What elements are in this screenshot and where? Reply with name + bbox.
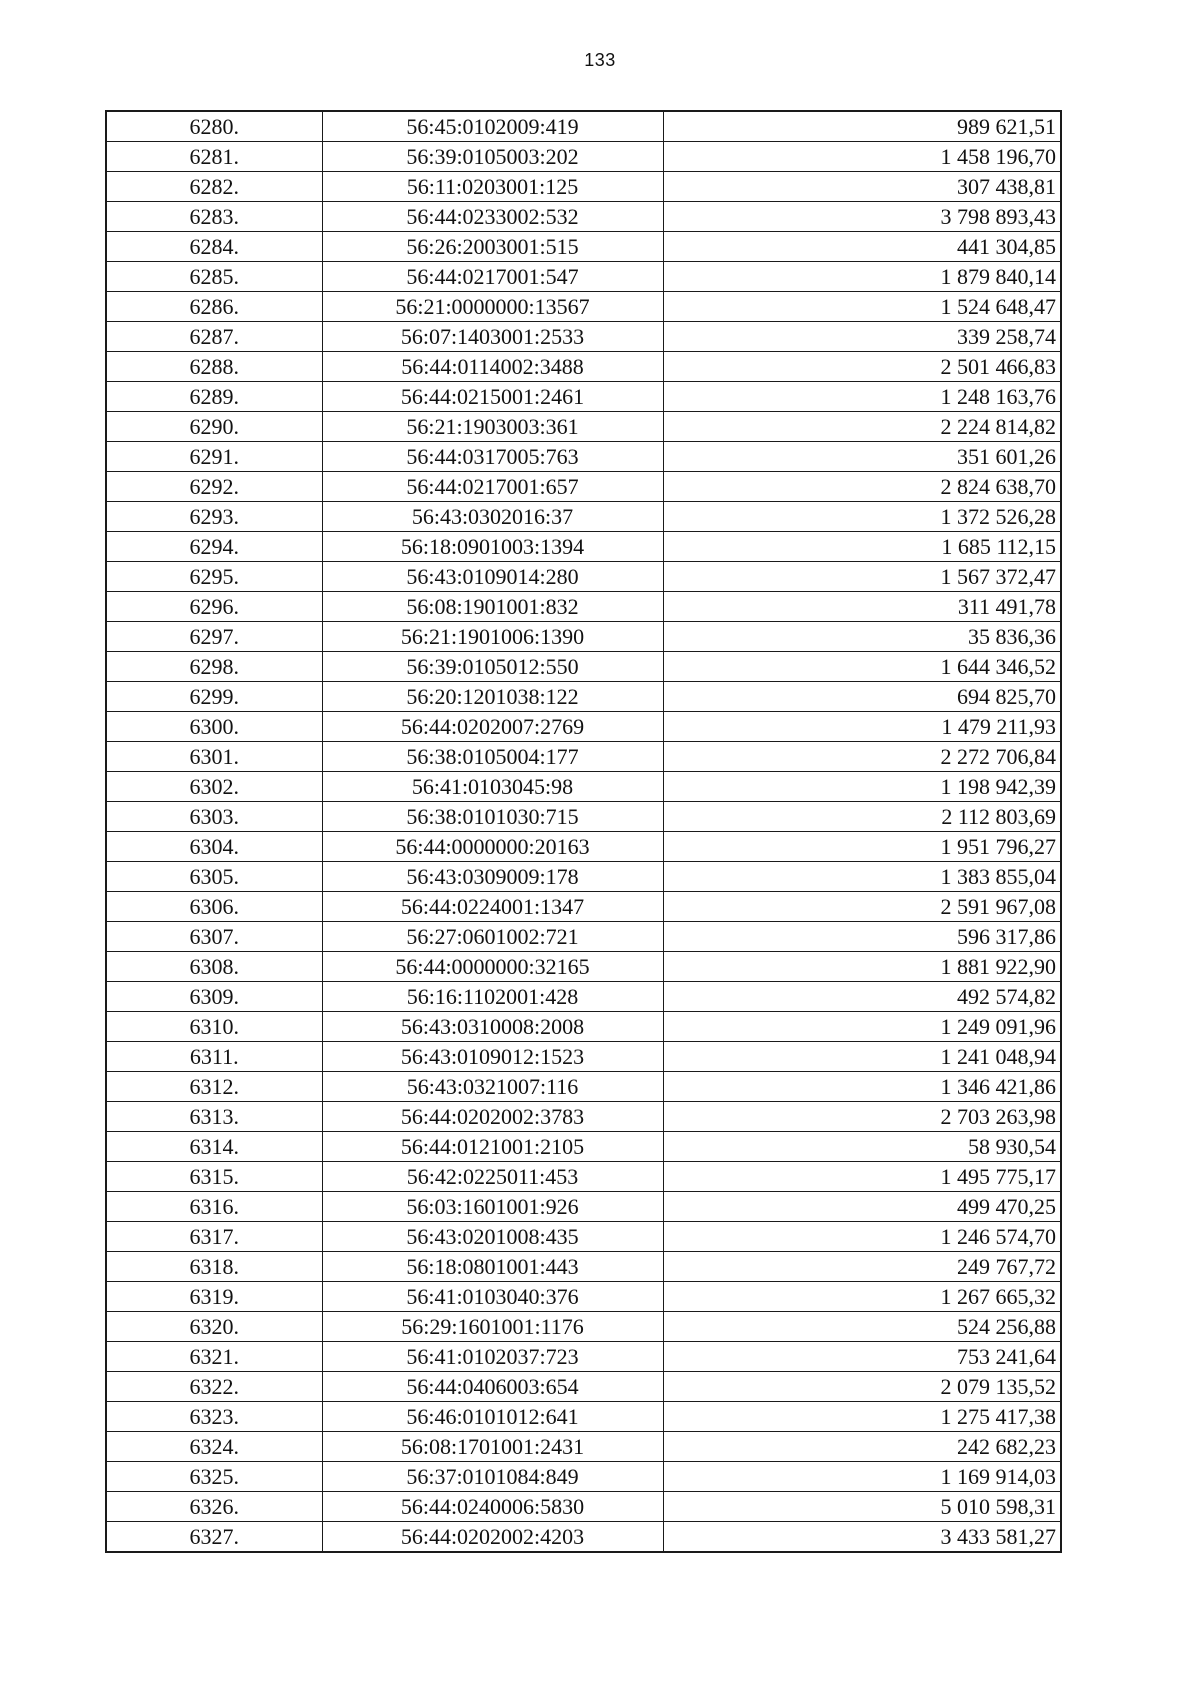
value-cell: 1 685 112,15 — [663, 532, 1061, 562]
table-row — [106, 442, 1061, 472]
value-cell: 694 825,70 — [663, 682, 1061, 712]
row-number-cell: 6280. — [106, 111, 322, 142]
cadastral-number-cell: 56:43:0310008:2008 — [322, 1012, 663, 1042]
cadastral-number-cell: 56:44:0317005:763 — [322, 442, 663, 472]
cadastral-number-cell: 56:44:0000000:20163 — [322, 832, 663, 862]
row-number-cell: 6293. — [106, 502, 322, 532]
table-row — [106, 1132, 1061, 1162]
row-number-cell: 6318. — [106, 1252, 322, 1282]
table-row — [106, 652, 1061, 682]
cadastral-number-cell: 56:43:0321007:116 — [322, 1072, 663, 1102]
value-cell: 1 951 796,27 — [663, 832, 1061, 862]
table-row — [106, 532, 1061, 562]
value-cell: 1 248 163,76 — [663, 382, 1061, 412]
cadastral-number-cell: 56:44:0202002:4203 — [322, 1522, 663, 1553]
cadastral-number-cell: 56:21:1901006:1390 — [322, 622, 663, 652]
row-number-cell: 6300. — [106, 712, 322, 742]
row-number-cell: 6321. — [106, 1342, 322, 1372]
cadastral-number-cell: 56:41:0103045:98 — [322, 772, 663, 802]
value-cell: 311 491,78 — [663, 592, 1061, 622]
row-number-cell: 6320. — [106, 1312, 322, 1342]
table-row — [106, 1372, 1061, 1402]
row-number-cell: 6306. — [106, 892, 322, 922]
row-number-cell: 6322. — [106, 1372, 322, 1402]
row-number-cell: 6312. — [106, 1072, 322, 1102]
value-cell: 1 879 840,14 — [663, 262, 1061, 292]
value-cell: 1 567 372,47 — [663, 562, 1061, 592]
value-cell: 58 930,54 — [663, 1132, 1061, 1162]
row-number-cell: 6290. — [106, 412, 322, 442]
row-number-cell: 6323. — [106, 1402, 322, 1432]
table-row — [106, 1102, 1061, 1132]
cadastral-number-cell: 56:44:0240006:5830 — [322, 1492, 663, 1522]
row-number-cell: 6288. — [106, 352, 322, 382]
cadastral-number-cell: 56:44:0202007:2769 — [322, 712, 663, 742]
value-cell: 1 524 648,47 — [663, 292, 1061, 322]
cadastral-number-cell: 56:44:0215001:2461 — [322, 382, 663, 412]
cadastral-number-cell: 56:44:0114002:3488 — [322, 352, 663, 382]
table-row — [106, 922, 1061, 952]
cadastral-number-cell: 56:43:0109012:1523 — [322, 1042, 663, 1072]
value-cell: 1 249 091,96 — [663, 1012, 1061, 1042]
table-row — [106, 622, 1061, 652]
cadastral-number-cell: 56:08:1701001:2431 — [322, 1432, 663, 1462]
cadastral-number-cell: 56:44:0217001:657 — [322, 472, 663, 502]
table-row — [106, 802, 1061, 832]
cadastral-number-cell: 56:21:0000000:13567 — [322, 292, 663, 322]
page-number: 133 — [584, 50, 616, 70]
row-number-cell: 6303. — [106, 802, 322, 832]
row-number-cell: 6314. — [106, 1132, 322, 1162]
cadastral-number-cell: 56:11:0203001:125 — [322, 172, 663, 202]
table-row — [106, 472, 1061, 502]
row-number-cell: 6324. — [106, 1432, 322, 1462]
value-cell: 2 079 135,52 — [663, 1372, 1061, 1402]
row-number-cell: 6305. — [106, 862, 322, 892]
cadastral-number-cell: 56:44:0224001:1347 — [322, 892, 663, 922]
cadastral-number-cell: 56:27:0601002:721 — [322, 922, 663, 952]
row-number-cell: 6292. — [106, 472, 322, 502]
row-number-cell: 6309. — [106, 982, 322, 1012]
registry-table-body — [106, 111, 1061, 1552]
row-number-cell: 6304. — [106, 832, 322, 862]
value-cell: 1 246 574,70 — [663, 1222, 1061, 1252]
table-row — [106, 562, 1061, 592]
value-cell: 1 346 421,86 — [663, 1072, 1061, 1102]
cadastral-number-cell: 56:44:0406003:654 — [322, 1372, 663, 1402]
value-cell: 1 383 855,04 — [663, 862, 1061, 892]
row-number-cell: 6289. — [106, 382, 322, 412]
table-row — [106, 1492, 1061, 1522]
cadastral-number-cell: 56:21:1903003:361 — [322, 412, 663, 442]
row-number-cell: 6287. — [106, 322, 322, 352]
row-number-cell: 6308. — [106, 952, 322, 982]
value-cell: 1 881 922,90 — [663, 952, 1061, 982]
cadastral-number-cell: 56:46:0101012:641 — [322, 1402, 663, 1432]
value-cell: 441 304,85 — [663, 232, 1061, 262]
row-number-cell: 6326. — [106, 1492, 322, 1522]
table-row — [106, 1402, 1061, 1432]
cadastral-number-cell: 56:44:0121001:2105 — [322, 1132, 663, 1162]
cadastral-number-cell: 56:18:0801001:443 — [322, 1252, 663, 1282]
row-number-cell: 6325. — [106, 1462, 322, 1492]
table-row — [106, 352, 1061, 382]
cadastral-number-cell: 56:41:0103040:376 — [322, 1282, 663, 1312]
table-row — [106, 1462, 1061, 1492]
cadastral-number-cell: 56:38:0101030:715 — [322, 802, 663, 832]
table-row — [106, 1522, 1061, 1553]
row-number-cell: 6319. — [106, 1282, 322, 1312]
value-cell: 989 621,51 — [663, 111, 1061, 142]
value-cell: 1 458 196,70 — [663, 142, 1061, 172]
row-number-cell: 6282. — [106, 172, 322, 202]
cadastral-number-cell: 56:07:1403001:2533 — [322, 322, 663, 352]
table-row — [106, 322, 1061, 352]
table-row — [106, 592, 1061, 622]
cadastral-number-cell: 56:43:0309009:178 — [322, 862, 663, 892]
row-number-cell: 6294. — [106, 532, 322, 562]
cadastral-number-cell: 56:20:1201038:122 — [322, 682, 663, 712]
value-cell: 307 438,81 — [663, 172, 1061, 202]
cadastral-number-cell: 56:44:0000000:32165 — [322, 952, 663, 982]
value-cell: 1 479 211,93 — [663, 712, 1061, 742]
table-row — [106, 832, 1061, 862]
value-cell: 1 644 346,52 — [663, 652, 1061, 682]
row-number-cell: 6286. — [106, 292, 322, 322]
cadastral-number-cell: 56:29:1601001:1176 — [322, 1312, 663, 1342]
row-number-cell: 6298. — [106, 652, 322, 682]
table-row — [106, 1192, 1061, 1222]
cadastral-number-cell: 56:43:0302016:37 — [322, 502, 663, 532]
table-row — [106, 262, 1061, 292]
value-cell: 2 591 967,08 — [663, 892, 1061, 922]
cadastral-number-cell: 56:39:0105003:202 — [322, 142, 663, 172]
cadastral-number-cell: 56:39:0105012:550 — [322, 652, 663, 682]
value-cell: 1 169 914,03 — [663, 1462, 1061, 1492]
table-row — [106, 111, 1061, 142]
table-row — [106, 1072, 1061, 1102]
row-number-cell: 6285. — [106, 262, 322, 292]
value-cell: 2 272 706,84 — [663, 742, 1061, 772]
table-row — [106, 682, 1061, 712]
cadastral-number-cell: 56:26:2003001:515 — [322, 232, 663, 262]
value-cell: 3 433 581,27 — [663, 1522, 1061, 1553]
value-cell: 1 495 775,17 — [663, 1162, 1061, 1192]
row-number-cell: 6310. — [106, 1012, 322, 1042]
value-cell: 1 267 665,32 — [663, 1282, 1061, 1312]
table-row — [106, 1252, 1061, 1282]
value-cell: 1 241 048,94 — [663, 1042, 1061, 1072]
cadastral-number-cell: 56:42:0225011:453 — [322, 1162, 663, 1192]
value-cell: 249 767,72 — [663, 1252, 1061, 1282]
cadastral-number-cell: 56:41:0102037:723 — [322, 1342, 663, 1372]
value-cell: 2 824 638,70 — [663, 472, 1061, 502]
table-row — [106, 1282, 1061, 1312]
value-cell: 2 224 814,82 — [663, 412, 1061, 442]
table-row — [106, 742, 1061, 772]
cadastral-number-cell: 56:37:0101084:849 — [322, 1462, 663, 1492]
table-row — [106, 952, 1061, 982]
value-cell: 2 112 803,69 — [663, 802, 1061, 832]
table-row — [106, 202, 1061, 232]
value-cell: 492 574,82 — [663, 982, 1061, 1012]
row-number-cell: 6299. — [106, 682, 322, 712]
row-number-cell: 6316. — [106, 1192, 322, 1222]
value-cell: 351 601,26 — [663, 442, 1061, 472]
table-row — [106, 292, 1061, 322]
row-number-cell: 6302. — [106, 772, 322, 802]
cadastral-number-cell: 56:03:1601001:926 — [322, 1192, 663, 1222]
table-row — [106, 1162, 1061, 1192]
value-cell: 596 317,86 — [663, 922, 1061, 952]
value-cell: 2 501 466,83 — [663, 352, 1061, 382]
value-cell: 1 275 417,38 — [663, 1402, 1061, 1432]
table-row — [106, 1222, 1061, 1252]
value-cell: 35 836,36 — [663, 622, 1061, 652]
table-row — [106, 142, 1061, 172]
table-row — [106, 232, 1061, 262]
cadastral-number-cell: 56:43:0109014:280 — [322, 562, 663, 592]
cadastral-number-cell: 56:43:0201008:435 — [322, 1222, 663, 1252]
value-cell: 524 256,88 — [663, 1312, 1061, 1342]
row-number-cell: 6296. — [106, 592, 322, 622]
row-number-cell: 6281. — [106, 142, 322, 172]
table-row — [106, 772, 1061, 802]
cadastral-number-cell: 56:16:1102001:428 — [322, 982, 663, 1012]
value-cell: 753 241,64 — [663, 1342, 1061, 1372]
table-row — [106, 1042, 1061, 1072]
value-cell: 499 470,25 — [663, 1192, 1061, 1222]
table-row — [106, 172, 1061, 202]
table-row — [106, 1012, 1061, 1042]
row-number-cell: 6295. — [106, 562, 322, 592]
row-number-cell: 6297. — [106, 622, 322, 652]
value-cell: 242 682,23 — [663, 1432, 1061, 1462]
cadastral-number-cell: 56:44:0233002:532 — [322, 202, 663, 232]
value-cell: 2 703 263,98 — [663, 1102, 1061, 1132]
cadastral-number-cell: 56:18:0901003:1394 — [322, 532, 663, 562]
row-number-cell: 6317. — [106, 1222, 322, 1252]
row-number-cell: 6301. — [106, 742, 322, 772]
table-row — [106, 982, 1061, 1012]
cadastral-number-cell: 56:44:0202002:3783 — [322, 1102, 663, 1132]
row-number-cell: 6315. — [106, 1162, 322, 1192]
cadastral-number-cell: 56:38:0105004:177 — [322, 742, 663, 772]
row-number-cell: 6311. — [106, 1042, 322, 1072]
row-number-cell: 6284. — [106, 232, 322, 262]
cadastral-number-cell: 56:08:1901001:832 — [322, 592, 663, 622]
row-number-cell: 6307. — [106, 922, 322, 952]
registry-table — [105, 110, 1062, 1553]
row-number-cell: 6327. — [106, 1522, 322, 1553]
cadastral-number-cell: 56:45:0102009:419 — [322, 111, 663, 142]
table-row — [106, 412, 1061, 442]
table-row — [106, 862, 1061, 892]
table-row — [106, 502, 1061, 532]
table-row — [106, 892, 1061, 922]
table-row — [106, 1312, 1061, 1342]
value-cell: 5 010 598,31 — [663, 1492, 1061, 1522]
table-row — [106, 382, 1061, 412]
row-number-cell: 6283. — [106, 202, 322, 232]
row-number-cell: 6313. — [106, 1102, 322, 1132]
value-cell: 3 798 893,43 — [663, 202, 1061, 232]
table-row — [106, 1342, 1061, 1372]
value-cell: 1 198 942,39 — [663, 772, 1061, 802]
value-cell: 1 372 526,28 — [663, 502, 1061, 532]
value-cell: 339 258,74 — [663, 322, 1061, 352]
cadastral-number-cell: 56:44:0217001:547 — [322, 262, 663, 292]
row-number-cell: 6291. — [106, 442, 322, 472]
table-row — [106, 712, 1061, 742]
table-row — [106, 1432, 1061, 1462]
